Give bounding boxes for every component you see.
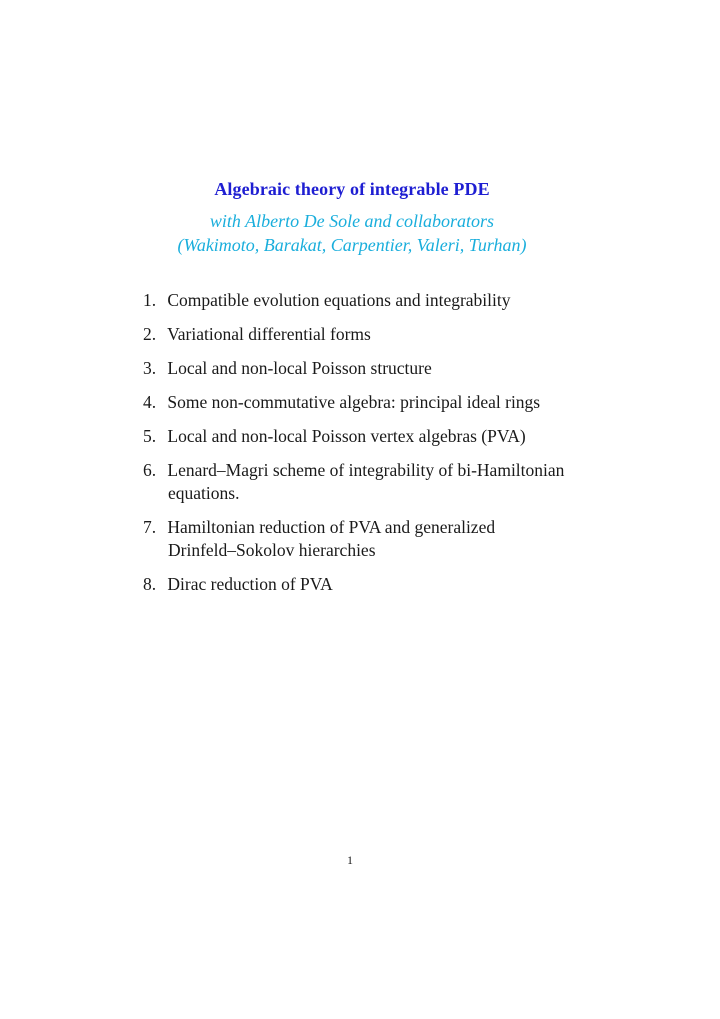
list-item-number: 8. [143, 574, 157, 594]
list-item [143, 459, 603, 505]
slide-title: Algebraic theory of integrable PDE [214, 179, 490, 199]
list-item-number: 3. [143, 358, 157, 378]
list-item [143, 391, 603, 414]
list-item-continuation: Drinfeld–Sokolov hierarchies [168, 540, 376, 560]
page-number: 1 [347, 853, 353, 867]
list-item [143, 425, 603, 448]
list-item [143, 357, 603, 380]
list-item-number: 5. [143, 426, 157, 446]
list-item-number: 7. [143, 517, 157, 537]
list-item-text: Some non-commutative algebra: principal ideal rings [167, 392, 541, 412]
list-item-number: 2. [143, 324, 157, 344]
list-item-number: 4. [143, 392, 157, 412]
list-item-text: Local and non-local Poisson structure [167, 358, 432, 378]
list-item-continuation: equations. [168, 483, 240, 503]
list-item-text: Hamiltonian reduction of PVA and generalized [167, 517, 496, 537]
list-item [143, 289, 603, 312]
list-item-text: Lenard–Magri scheme of integrability of bi-Hamiltonian [167, 460, 565, 480]
list-item [143, 516, 603, 562]
subtitle-names: (Wakimoto, Barakat, Carpentier, Valeri, Turhan) [177, 235, 527, 255]
list-item-text: Variational differential forms [167, 324, 371, 344]
list-item-text: Dirac reduction of PVA [167, 574, 333, 594]
list-item [143, 573, 603, 596]
list-item-text: Compatible evolution equations and integrability [167, 290, 511, 310]
list-item-text: Local and non-local Poisson vertex algebras (PVA) [167, 426, 526, 446]
list-item-number: 6. [143, 460, 157, 480]
list-item-number: 1. [143, 290, 157, 310]
subtitle-collaborators: with Alberto De Sole and collaborators [209, 211, 495, 231]
list-item [143, 323, 603, 346]
